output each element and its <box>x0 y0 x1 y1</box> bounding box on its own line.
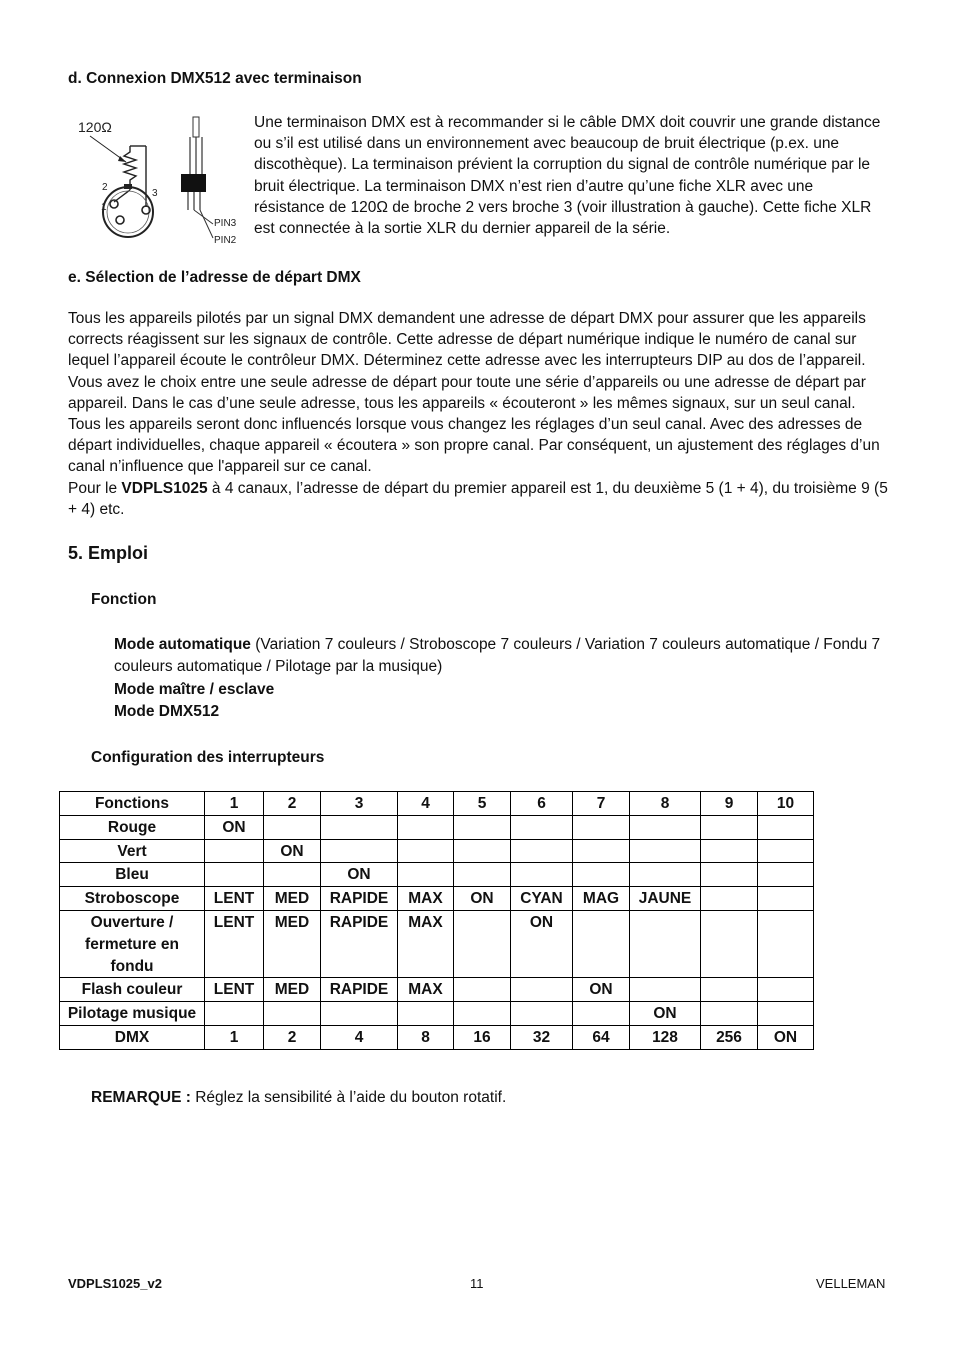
table-cell <box>573 910 630 977</box>
section-5-heading: 5. Emploi <box>68 543 149 563</box>
table-cell: MAX <box>398 910 454 977</box>
section-e-text2-pre: Pour le <box>68 479 122 497</box>
table-cell <box>701 1002 758 1026</box>
table-cell <box>701 910 758 977</box>
table-cell <box>264 1002 321 1026</box>
table-cell <box>758 910 814 977</box>
table-cell: 10 <box>758 792 814 816</box>
table-row-label: Vert <box>60 839 205 863</box>
table-cell <box>758 887 814 911</box>
table-row-label: DMX <box>60 1025 205 1049</box>
table-cell: RAPIDE <box>321 978 398 1002</box>
table-cell <box>573 815 630 839</box>
table-cell <box>701 815 758 839</box>
pin-1-number: 1 <box>101 202 107 213</box>
table-cell: 4 <box>398 792 454 816</box>
table-cell: 5 <box>454 792 511 816</box>
table-cell <box>630 978 701 1002</box>
table-row <box>60 887 814 911</box>
table-cell: 8 <box>398 1025 454 1049</box>
table-cell: ON <box>573 978 630 1002</box>
table-cell: ON <box>758 1025 814 1049</box>
table-cell <box>454 839 511 863</box>
table-cell <box>454 815 511 839</box>
table-cell <box>511 839 573 863</box>
model-name: VDPLS1025 <box>121 479 208 497</box>
table-cell: 9 <box>701 792 758 816</box>
table-cell <box>321 839 398 863</box>
section-e-text2-post: à 4 canaux, l’adresse de départ du premier appareil est 1, du deuxième 5 (1 + 4), du troisième 9 (5 + 4) etc. <box>68 479 888 518</box>
table-cell <box>758 978 814 1002</box>
table-cell: 2 <box>264 1025 321 1049</box>
table-cell: LENT <box>205 887 264 911</box>
table-cell <box>454 1002 511 1026</box>
section-e-heading: e. Sélection de l’adresse de départ DMX <box>68 269 361 286</box>
table-cell: 1 <box>205 792 264 816</box>
section-e-paragraph: Tous les appareils pilotés par un signal DMX demandent une adresse de départ DMX pour assurer que les appareils corrects réagissent sur les signaux de contrôle. Cette adresse de départ numérique indique le numéro de canal sur lequel l’appareil écoute le contrôleur DMX. Déterminez cette adresse avec les interrupteurs DIP au dos de l’appareil. Vous avez le choix entre une seule adresse de départ pour toute une série d’appareils ou une adresse de départ par appareil. Dans le cas d’une seule adresse, tous les appareils « écouteront » les mêmes signaux, sur un seul canal. Tous les appareils seront donc influencés lorsque vous changez les réglages d’un seul canal. Avec des adresses de départ individuelles, chaque appareil « écoutera » son propre canal. Par conséquent, un ajustement des réglages d’un canal n’influence que l'appareil sur ce canal. <box>68 310 880 476</box>
table-cell: 64 <box>573 1025 630 1049</box>
table-cell: 3 <box>321 792 398 816</box>
table-row <box>60 839 814 863</box>
pin2-label: PIN2 <box>214 235 237 246</box>
pin-3-number: 3 <box>152 188 158 199</box>
table-row <box>60 1025 814 1049</box>
mode-auto-text: (Variation 7 couleurs / Stroboscope 7 couleurs / Variation 7 couleurs automatique / Fondu 7 couleurs automatique / Pilotage par la musique) <box>114 636 881 676</box>
pin-2-number: 2 <box>102 182 108 193</box>
table-cell: 32 <box>511 1025 573 1049</box>
table-cell: MED <box>264 887 321 911</box>
table-cell: MAG <box>573 887 630 911</box>
table-row <box>60 815 814 839</box>
table-cell: 1 <box>205 1025 264 1049</box>
remark-text: Réglez la sensibilité à l’aide du bouton rotatif. <box>190 1089 507 1106</box>
table-cell <box>630 839 701 863</box>
table-header-row <box>60 792 814 816</box>
table-cell <box>573 1002 630 1026</box>
table-cell <box>454 910 511 977</box>
table-cell: 7 <box>573 792 630 816</box>
table-cell <box>264 815 321 839</box>
table-cell <box>398 863 454 887</box>
table-cell <box>321 1002 398 1026</box>
dmx-terminator-figure <box>68 112 244 248</box>
table-cell <box>511 1002 573 1026</box>
table-cell: MAX <box>398 887 454 911</box>
table-cell <box>758 1002 814 1026</box>
table-row-label: Bleu <box>60 863 205 887</box>
table-cell: 2 <box>264 792 321 816</box>
table-row <box>60 1002 814 1026</box>
table-cell <box>701 839 758 863</box>
table-cell <box>264 863 321 887</box>
table-cell <box>205 863 264 887</box>
table-cell: ON <box>321 863 398 887</box>
table-cell: ON <box>264 839 321 863</box>
table-row-label: Fonctions <box>60 792 205 816</box>
section-d-heading: d. Connexion DMX512 avec terminaison <box>68 70 362 87</box>
table-cell <box>701 887 758 911</box>
table-row-label: Flash couleur <box>60 978 205 1002</box>
table-cell: RAPIDE <box>321 887 398 911</box>
table-cell: MED <box>264 910 321 977</box>
table-cell <box>701 863 758 887</box>
xlr-terminator-illustration <box>68 112 244 248</box>
table-cell <box>701 978 758 1002</box>
pin3-label: PIN3 <box>214 218 237 229</box>
table-cell <box>511 978 573 1002</box>
table-row-label: Ouverture / fermeture en fondu <box>60 910 205 977</box>
table-cell <box>398 1002 454 1026</box>
table-cell: MAX <box>398 978 454 1002</box>
table-cell <box>630 910 701 977</box>
table-cell <box>758 863 814 887</box>
table-cell: 128 <box>630 1025 701 1049</box>
table-cell <box>511 815 573 839</box>
table-cell: RAPIDE <box>321 910 398 977</box>
section-d-text: Une terminaison DMX est à recommander si le câble DMX doit couvrir une grande distance ou s’il est utilisé dans un environnement avec beaucoup de bruit électrique (p.ex. une discothèque). La terminaison prévient la corruption du signal de contrôle numérique par le bruit électrique. La terminaison DMX n’est rien d’autre qu’une fiche XLR avec une résistance de 120Ω de broche 2 vers broche 3 (voir illustration à gauche). Cette fiche XLR est connectée à la sortie XLR du dernier appareil de la série. <box>254 114 881 238</box>
fonction-heading: Fonction <box>91 591 157 608</box>
table-cell <box>511 863 573 887</box>
table-cell <box>630 863 701 887</box>
table-cell <box>758 839 814 863</box>
table-row-label: Rouge <box>60 815 205 839</box>
mode-dmx512: Mode DMX512 <box>114 703 220 721</box>
table-cell: 6 <box>511 792 573 816</box>
table-cell <box>205 1002 264 1026</box>
table-cell: LENT <box>205 910 264 977</box>
mode-master-slave: Mode maître / esclave <box>114 680 275 698</box>
table-cell <box>205 839 264 863</box>
config-heading: Configuration des interrupteurs <box>91 749 325 766</box>
table-cell: CYAN <box>511 887 573 911</box>
table-cell <box>573 863 630 887</box>
table-cell <box>573 839 630 863</box>
footer-model: VDPLS1025_v2 <box>68 1276 162 1291</box>
table-cell: ON <box>630 1002 701 1026</box>
table-cell <box>630 815 701 839</box>
table-cell <box>454 978 511 1002</box>
section-e-text <box>68 308 890 520</box>
table-cell: MED <box>264 978 321 1002</box>
table-row-label: Stroboscope <box>60 887 205 911</box>
table-cell: 256 <box>701 1025 758 1049</box>
table-row <box>60 863 814 887</box>
table-row <box>60 978 814 1002</box>
table-cell <box>398 839 454 863</box>
table-cell <box>398 815 454 839</box>
footer-page-number: 11 <box>470 1276 484 1291</box>
table-row-label: Pilotage musique <box>60 1002 205 1026</box>
dip-switch-table <box>59 791 814 1050</box>
table-cell <box>321 815 398 839</box>
table-cell <box>758 815 814 839</box>
mode-list <box>114 634 890 724</box>
table-cell: 8 <box>630 792 701 816</box>
resistor-label: 120Ω <box>78 119 112 135</box>
table-cell: ON <box>454 887 511 911</box>
table-row <box>60 910 814 977</box>
table-cell: ON <box>205 815 264 839</box>
table-cell: LENT <box>205 978 264 1002</box>
table-cell: 4 <box>321 1025 398 1049</box>
table-cell: JAUNE <box>630 887 701 911</box>
mode-auto-label: Mode automatique <box>114 636 251 653</box>
footer-brand: VELLEMAN <box>816 1276 886 1291</box>
remark <box>91 1087 506 1108</box>
remark-label: REMARQUE : <box>91 1089 191 1106</box>
table-cell <box>454 863 511 887</box>
table-cell: 16 <box>454 1025 511 1049</box>
table-cell: ON <box>511 910 573 977</box>
